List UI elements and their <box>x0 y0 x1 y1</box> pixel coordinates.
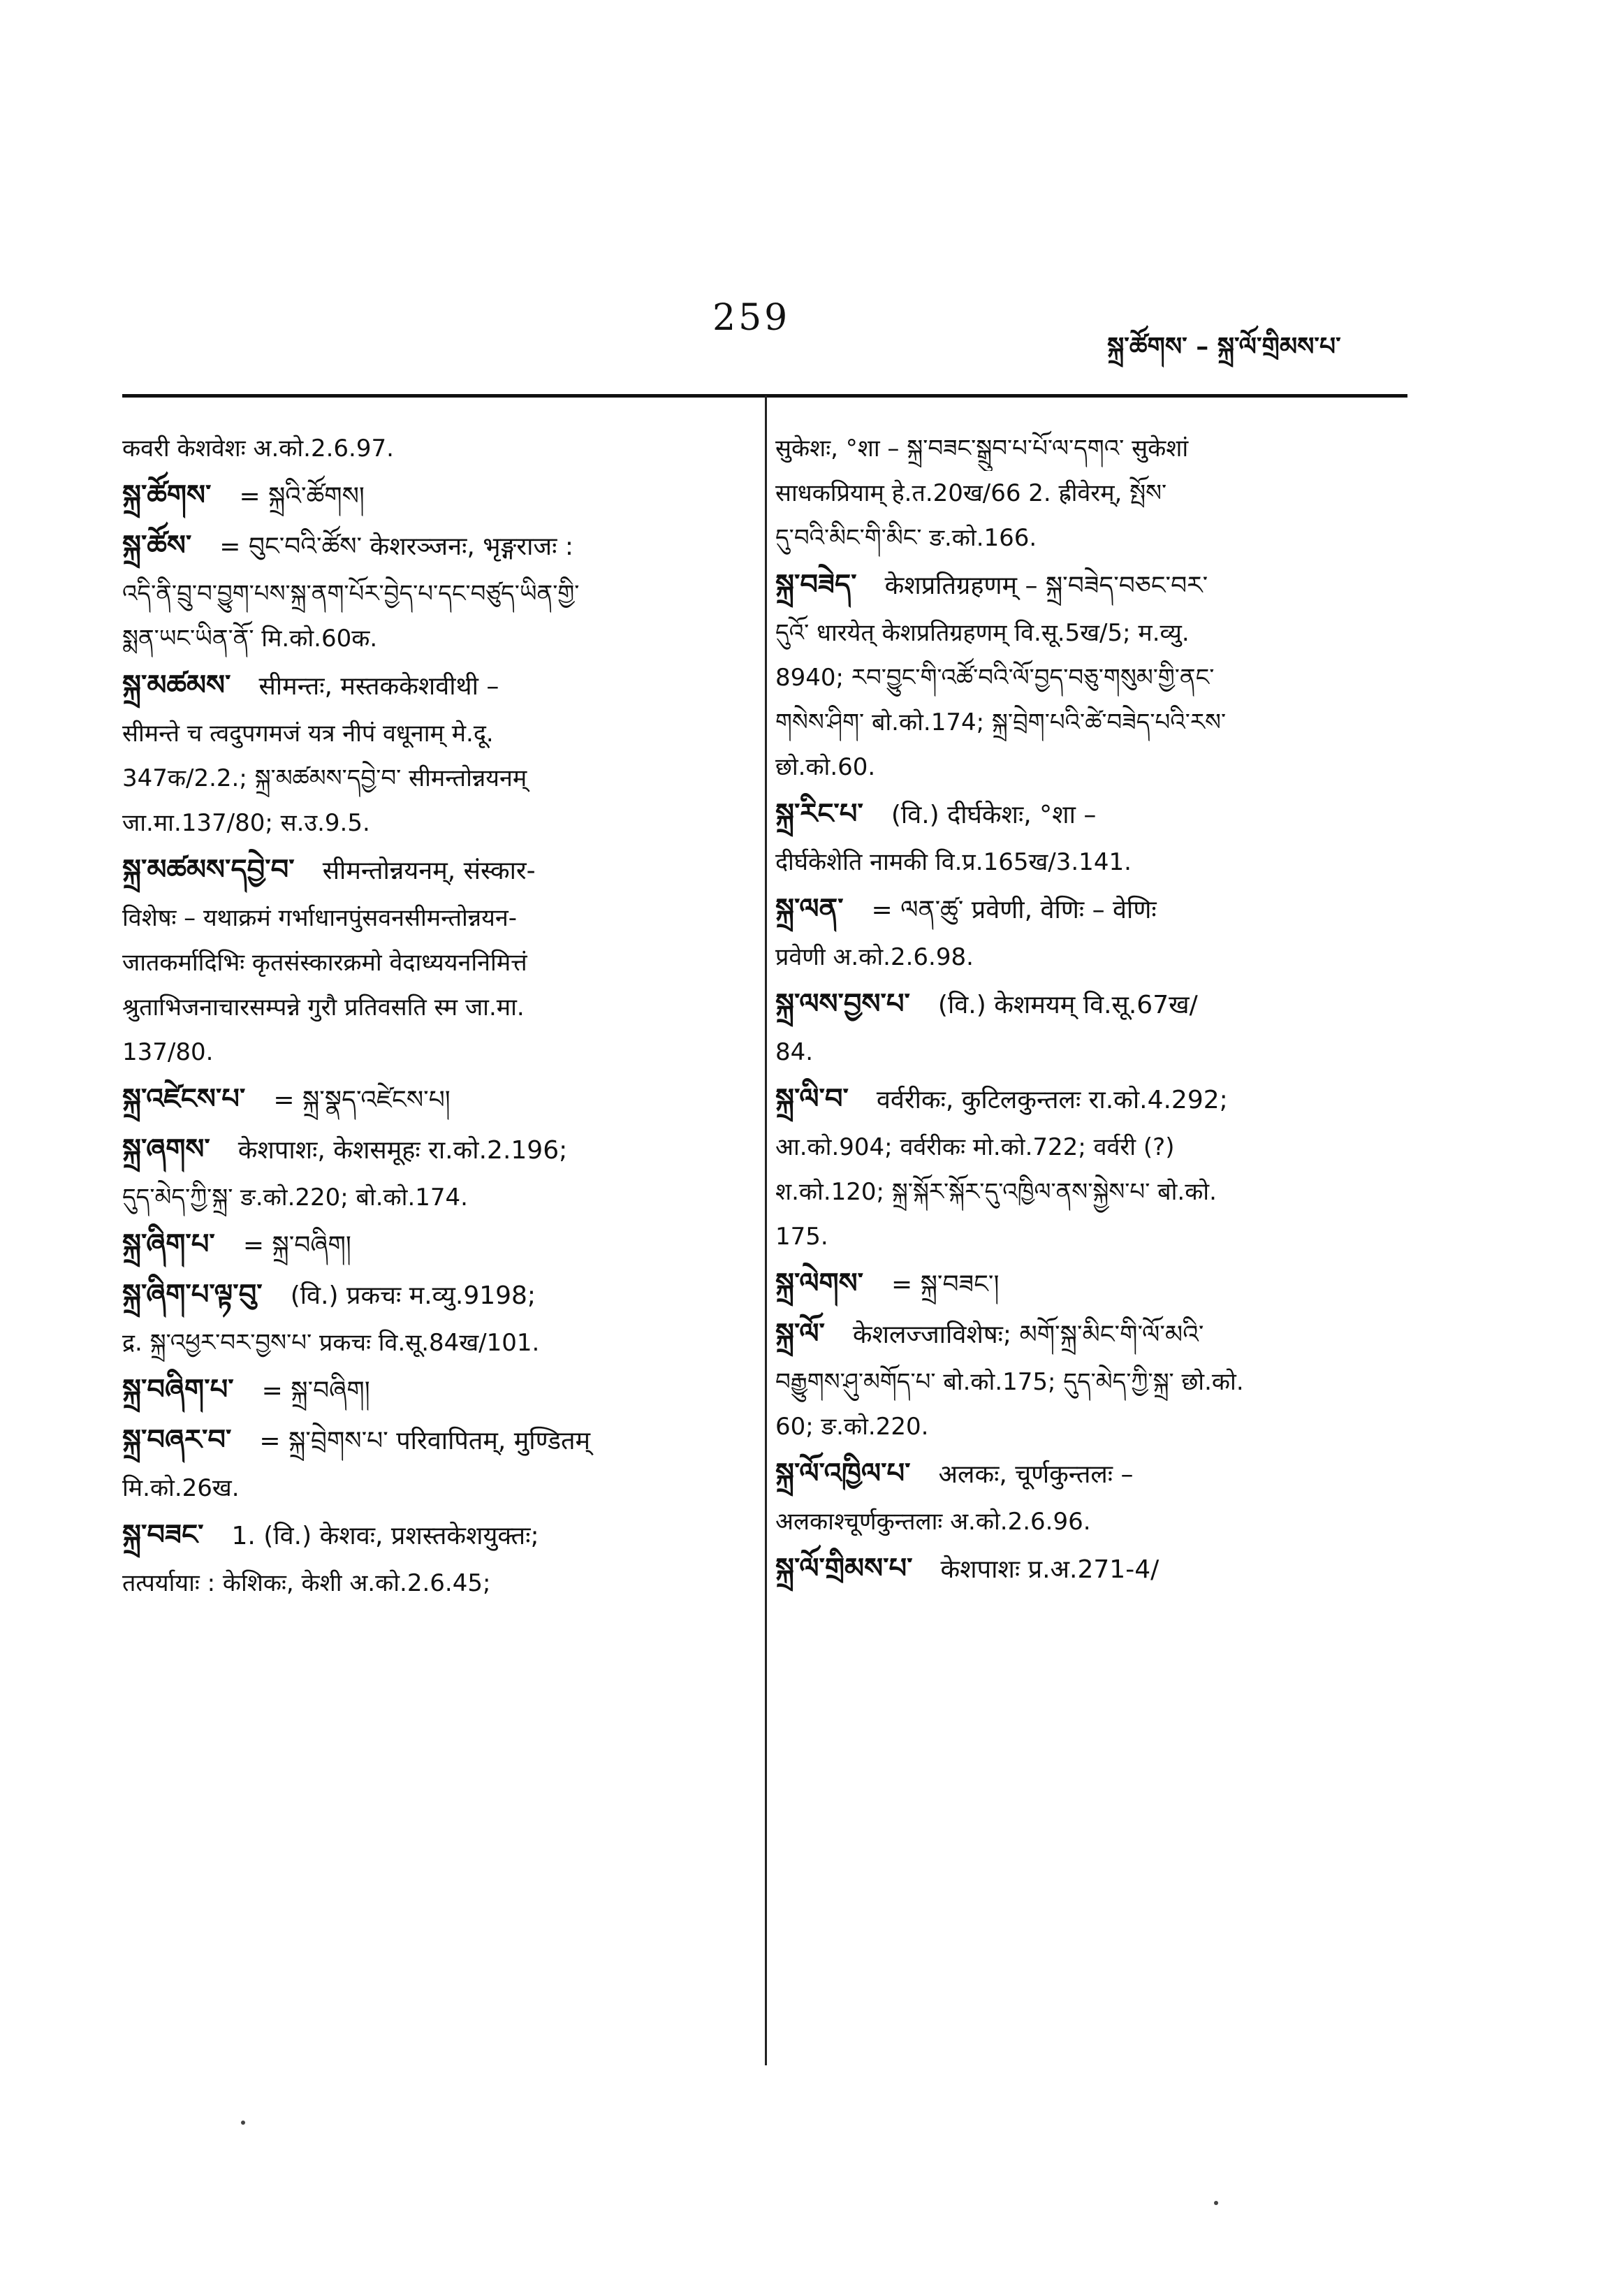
headword: སྐྲ་ཞིག་པ་ <box>122 1228 215 1260</box>
entry-text: साधकप्रियाम् हे.त.20ख/66 2. ह्रीवेरम्, སྤོས་ <box>775 479 1167 507</box>
entry-text: གསེས་ཤིག་ बो.को.174; སྐྲ་བྲེག་པའི་ཚེ་བཟེད་པའི་རས་ <box>775 708 1227 736</box>
entry-line <box>122 1220 737 1270</box>
entry-text: དུད་མེད་ཀྱི་སྐྲ་ ङ.को.220; बो.को.174. <box>122 1184 468 1212</box>
right-column <box>775 426 1390 1594</box>
entry-line <box>122 801 737 845</box>
headword: སྐྲ་འཛེངས་པ་ <box>122 1083 246 1115</box>
entry-text: अलकाश्चूर्णकुन्तलाः अ.को.2.6.96. <box>775 1508 1091 1536</box>
entry-text: दीर्घकेशेति नामकी वि.प्र.165ख/3.141. <box>775 848 1132 876</box>
entry-line <box>122 985 737 1030</box>
entry-text: सुकेशः, °शा – སྐྲ་བཟང་སྒྲུབ་པ་པོ་ལ་དགའ་ सुकेशां <box>775 435 1189 463</box>
entry-line <box>775 560 1390 611</box>
entry-text: कवरी केशवेशः अ.को.2.6.97. <box>122 435 394 463</box>
entry-line <box>122 661 737 711</box>
dictionary-entry <box>775 560 1390 790</box>
entry-text: 137/80. <box>122 1038 214 1066</box>
dictionary-entry <box>122 521 737 661</box>
dictionary-entry <box>122 1365 737 1416</box>
entry-text: आ.को.904; वर्वरीकः मो.को.722; वर्वरी (?) <box>775 1133 1175 1161</box>
page-number: 259 <box>712 297 791 339</box>
headword: སྐྲ་མཚམས་དབྱེ་བ་ <box>122 854 295 886</box>
entry-text: केशपाशः, केशसमूहः रा.को.2.196; <box>237 1136 568 1165</box>
entry-text: वर्वरीकः, कुटिलकुन्तलः रा.को.4.292; <box>876 1086 1228 1114</box>
entry-line <box>775 1404 1390 1449</box>
entry-line <box>122 1321 737 1365</box>
headword: སྐྲ་ལན་ <box>775 893 844 925</box>
dictionary-entry <box>122 661 737 845</box>
dictionary-entry <box>122 471 737 521</box>
entry-line <box>122 756 737 801</box>
entry-text: 84. <box>775 1038 814 1066</box>
headword: སྐྲ་ཞིག་པ་ལྟ་བུ་ <box>122 1279 263 1311</box>
entry-line <box>775 700 1390 745</box>
entry-line <box>122 521 737 572</box>
entry-line <box>122 896 737 940</box>
headword: སྐྲ་ལོ་ <box>775 1318 825 1350</box>
entry-text: केशप्रतिग्रहणम् – སྐྲ་བཟེད་བཅང་བར་ <box>884 572 1208 600</box>
dictionary-entry <box>122 1075 737 1125</box>
entry-line <box>775 1030 1390 1075</box>
entry-line <box>122 1125 737 1175</box>
entry-line <box>775 1214 1390 1259</box>
headword: སྐྲ་ལོ་འཁྱིལ་པ་ <box>775 1457 911 1490</box>
entry-line <box>775 471 1390 516</box>
entry-line <box>775 516 1390 560</box>
entry-text: = སྐྲ་བྲེགས་པ་ परिवापितम्, मुण्डितम् <box>259 1427 591 1455</box>
entry-text: = སྐྲ་བཟང་། <box>891 1270 1000 1299</box>
headword: སྐྲ་ཞགས་ <box>122 1133 210 1165</box>
entry-line <box>122 1270 737 1321</box>
entry-line <box>775 1309 1390 1360</box>
headword: སྐྲ་ལོ་གྲིམས་པ་ <box>775 1552 913 1585</box>
headword: སྐྲ་ལི་བ་ <box>775 1083 849 1115</box>
entry-line <box>775 840 1390 885</box>
entry-text: 347क/2.2.; སྐྲ་མཚམས་དབྱེ་བ་ सीमन्तोन्नयनम् <box>122 764 527 792</box>
entry-text: मि.को.26ख. <box>122 1474 240 1502</box>
entry-text: तत्पर्यायाः : केशिकः, केशी अ.को.2.6.45; <box>122 1569 491 1597</box>
dictionary-entry <box>775 1544 1390 1594</box>
entry-text: (वि.) केशमयम् वि.सू.67ख/ <box>937 991 1198 1019</box>
entry-text: འདི་ནི་བྲུ་བ་བྱུག་པས་སྐྲ་ནག་པོར་བྱེད་པ་དང་བཙུད་ཡིན་གྱི་ <box>122 580 580 608</box>
entry-line <box>775 980 1390 1030</box>
headword: སྐྲ་བཞར་བ་ <box>122 1424 232 1456</box>
entry-line <box>122 572 737 616</box>
entry-text: = བུང་བའི་ཚོས་ केशरञ्जनः, भृङ्गराजः : <box>219 532 573 561</box>
entry-text: = སྐྲ་བཞིག། <box>261 1376 370 1405</box>
dictionary-entry <box>775 1259 1390 1309</box>
entry-line <box>122 845 737 896</box>
dictionary-entry <box>122 1220 737 1270</box>
entry-text: सीमन्ते च त्वदुपगमजं यत्र नीपं वधूनाम् मे.दू. <box>122 720 494 748</box>
dictionary-entry <box>775 426 1390 560</box>
entry-text: = སྐྲ་སྣད་འཛེངས་པ། <box>273 1086 451 1114</box>
entry-text: 1. (वि.) केशवः, प्रशस्तकेशयुक्तः; <box>231 1522 539 1550</box>
headword: སྐྲ་རིང་པ་ <box>775 798 863 830</box>
entry-text: केशलज्जाविशेषः; མགོ་སྐྲ་མིང་གི་ལོ་མའི་ <box>852 1321 1204 1349</box>
dictionary-entry <box>775 1075 1390 1259</box>
entry-line <box>122 940 737 985</box>
entry-text: དུའོ་ धारयेत् केशप्रतिग्रहणम् वि.सू.5ख/5; म.व्यु. <box>775 619 1190 647</box>
left-column <box>122 426 737 1606</box>
entry-line <box>775 1170 1390 1214</box>
entry-text: = སྐྲ་བཞིག། <box>242 1231 351 1260</box>
dictionary-entry <box>122 1125 737 1220</box>
entry-line <box>122 1466 737 1511</box>
entry-text: श.को.120; སྐྲ་སྐོར་སྐོར་དུ་འཁྱིལ་ནས་སྐྱེས་པ་ बो.को. <box>775 1178 1217 1206</box>
entry-text: = ལན་ཚུ་ प्रवेणी, वेणिः – वेणिः <box>871 896 1157 924</box>
entry-line <box>122 1030 737 1075</box>
entry-line <box>775 935 1390 980</box>
dictionary-entry <box>775 885 1390 980</box>
entry-text: अलकः, चूर्णकुन्तलः – <box>938 1460 1134 1489</box>
dictionary-entry <box>122 1416 737 1511</box>
dictionary-entry <box>775 980 1390 1075</box>
entry-line <box>775 1499 1390 1544</box>
dictionary-entry <box>775 1449 1390 1544</box>
entry-line <box>122 1365 737 1416</box>
entry-text: जातकर्मादिभिः कृतसंस्कारक्रमो वेदाध्ययननिमित्तं <box>122 949 527 977</box>
headword: སྐྲ་ལས་བྱས་པ་ <box>775 988 910 1020</box>
entry-line <box>775 1449 1390 1499</box>
entry-line <box>122 1416 737 1466</box>
headword: སྐྲ་བཞིག་པ་ <box>122 1374 234 1406</box>
headword: སྐྲ་བཟང་ <box>122 1519 204 1551</box>
entry-text: सीमन्तोन्नयनम्, संस्कार- <box>322 857 536 885</box>
running-head: སྐྲ་ཚོགས་ – སྐྲ་ལོ་གྲིམས་པ་ <box>1107 333 1341 361</box>
entry-text: = སྐྲའི་ཚོགས། <box>239 482 365 511</box>
entry-line <box>775 611 1390 655</box>
entry-line <box>122 1175 737 1220</box>
entry-text: 8940; རབ་བྱུང་གི་འཚོ་བའི་ལོ་བྱད་བཅུ་གསུམ་གྱི་ནང་ <box>775 664 1215 692</box>
entry-text: 175. <box>775 1223 828 1251</box>
entry-line <box>775 885 1390 935</box>
headword: སྐྲ་བཟེད་ <box>775 569 857 601</box>
entry-text: (वि.) प्रकचः म.व्यु.9198; <box>290 1281 536 1310</box>
headword: སྐྲ་ཚོས་ <box>122 530 192 562</box>
dictionary-entry <box>122 845 737 1075</box>
entry-line <box>775 1360 1390 1404</box>
entry-line <box>122 711 737 756</box>
column-divider <box>765 395 767 2065</box>
entry-line <box>775 745 1390 790</box>
headword: སྐྲ་ལེགས་ <box>775 1267 863 1300</box>
entry-text: छो.को.60. <box>775 753 876 781</box>
entry-line <box>775 1544 1390 1594</box>
entry-line <box>775 1125 1390 1170</box>
entry-text: བརྒྱུགས་ཤུ་མགོད་པ་ बो.को.175; དུད་མེད་ཀྱི་སྐྲ་ छो.को. <box>775 1368 1244 1396</box>
stray-mark <box>241 2121 245 2125</box>
entry-text: དུ་བའི་མིང་གི་མིང་ ङ.को.166. <box>775 524 1037 552</box>
entry-text: (वि.) दीर्घकेशः, °शा – <box>891 801 1097 829</box>
entry-line <box>122 1561 737 1606</box>
headword: སྐྲ་མཚམས་ <box>122 669 231 701</box>
entry-line <box>775 426 1390 471</box>
dictionary-entry <box>775 790 1390 885</box>
entry-text: प्रवेणी अ.को.2.6.98. <box>775 943 974 971</box>
entry-text: སྨན་ཡང་ཡིན་ནོ་ मि.को.60क. <box>122 625 378 653</box>
dictionary-entry <box>122 1270 737 1365</box>
entry-line <box>122 426 737 471</box>
dictionary-entry <box>122 1511 737 1606</box>
dictionary-entry <box>775 1309 1390 1449</box>
entry-text: केशपाशः प्र.अ.271-4/ <box>940 1555 1160 1584</box>
entry-line <box>122 616 737 661</box>
stray-mark <box>1214 2201 1218 2205</box>
entry-line <box>122 1075 737 1125</box>
entry-line <box>122 1511 737 1561</box>
headword: སྐྲ་ཚོགས་ <box>122 479 212 511</box>
dictionary-entry <box>122 426 737 471</box>
entry-text: जा.मा.137/80; स.उ.9.5. <box>122 809 370 837</box>
entry-line <box>122 471 737 521</box>
entry-text: द्र. སྐྲ་འཕྱར་བར་བྱས་པ་ प्रकचः वि.सू.84ख/101. <box>122 1329 540 1357</box>
entry-line <box>775 655 1390 700</box>
entry-text: सीमन्तः, मस्तककेशवीथी – <box>258 672 499 701</box>
entry-text: श्रुताभिजनाचारसम्पन्ने गुरौ प्रतिवसति स्म जा.मा. <box>122 994 525 1021</box>
entry-line <box>775 1075 1390 1125</box>
entry-line <box>775 790 1390 840</box>
entry-text: विशेषः – यथाक्रमं गर्भाधानपुंसवनसीमन्तोन्नयन- <box>122 904 517 932</box>
entry-text: 60; ङ.को.220. <box>775 1413 929 1441</box>
entry-line <box>775 1259 1390 1309</box>
